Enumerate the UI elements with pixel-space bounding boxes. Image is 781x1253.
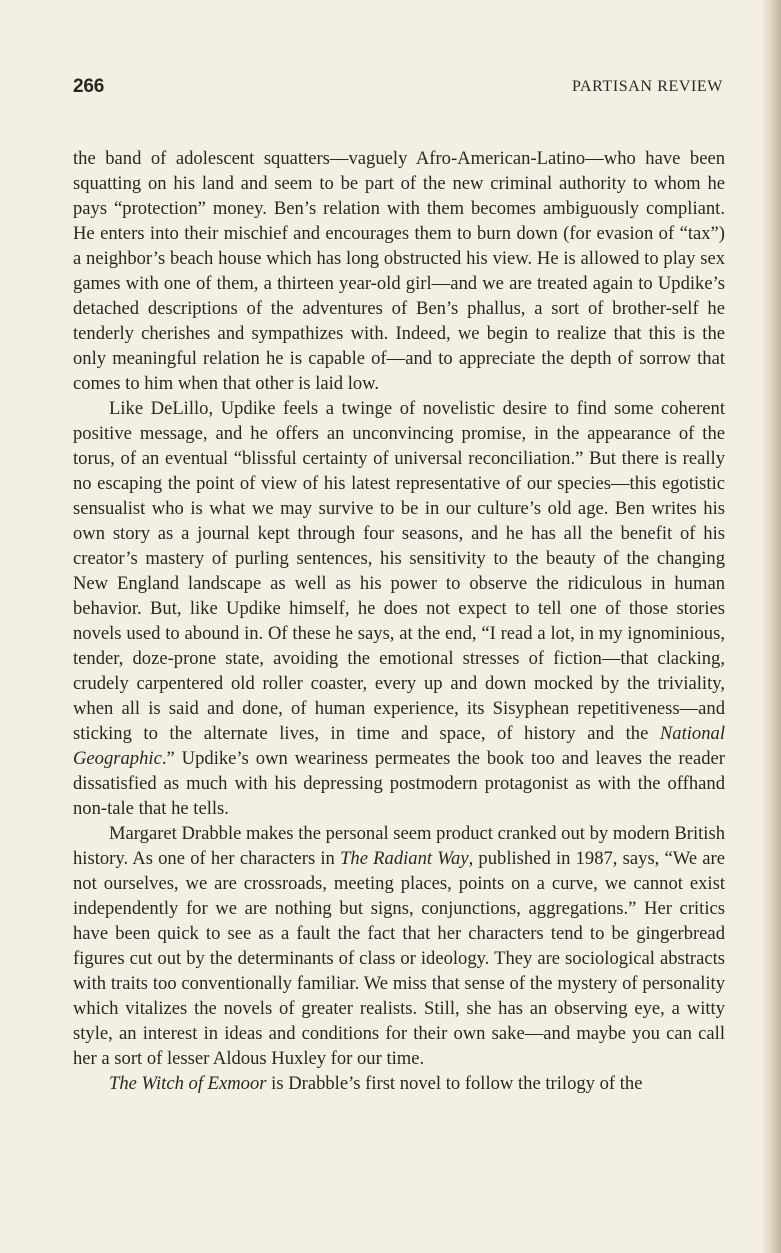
text-segment: is Drabble’s first novel to follow the trilogy of the [266,1073,643,1094]
book-spine-shadow [761,0,781,1253]
paragraph-2 [73,396,725,821]
text-segment: , published in 1987, says, “We are not ourselves, we are crossroads, meeting places, points on a curve, we cannot exist independently for we are nothing but signs, conjunctions, aggregations.” Her critics have been quick to see as a fault the fact that her characters tend to be gingerbread figures cut out by the determinants of class or ideology. They are sociological abstracts with traits too conventionally familiar. We miss that sense of the mystery of personality which vitalizes the novels of greater realists. Still, she has an observing eye, a witty style, an interest in ideas and conditions for their own sake—and maybe you can call her a sort of lesser Aldous Huxley for our time. [73,848,725,1069]
paragraph-3 [73,821,725,1071]
text-segment: Margaret Drabble makes the personal seem product cranked out by modern British history. As one of her characters in [73,823,725,869]
text-segment: the band of adolescent squatters—vaguely Afro-American-Latino—who have been squatting on his land and seem to be part of the new criminal authority to whom he pays “protection” money. Ben’s relation with them becomes ambiguously compliant. He enters into their mischief and encourages them to burn down (for evasion of “tax”) a neighbor’s beach house which has long obstructed his view. He is allowed to play sex games with one of them, a thirteen year-old girl—and we are treated again to Updike’s detached descriptions of the adventures of Ben’s phallus, a sort of brother-self he tenderly cherishes and sympathizes with. Indeed, we begin to realize that this is the only meaningful relation he is capable of—and to appreciate the depth of sorrow that comes to him when that other is laid low. [73,148,725,394]
italic-title: The Witch of Exmoor [109,1073,267,1094]
text-segment: .” Updike’s own weariness permeates the book too and leaves the reader dissatisfied as much with his depressing postmodern protagonist as with the offhand non-tale that he tells. [73,748,725,819]
paragraph-1 [73,146,725,396]
running-head: PARTISAN REVIEW [571,78,723,95]
italic-title: The Radiant Way [340,848,469,869]
paragraph-4 [73,1071,725,1096]
body-text [73,146,725,1096]
page-number: 266 [73,76,105,97]
italic-title: National Geographic [73,723,725,769]
text-segment: Like DeLillo, Updike feels a twinge of novelistic desire to find some coherent positive message, and he offers an unconvincing promise, in the appearance of the torus, of an eventual “blissful certainty of universal reconciliation.” But there is really no escaping the point of view of his latest representative of our species—this egotistic sensualist who is what we may survive to be in our culture’s old age. Ben writes his own story as a journal kept through four seasons, and he has all the benefit of his creator’s mastery of purling sentences, his sensitivity to the beauty of the changing New England landscape as well as his power to observe the ridiculous in human behavior. But, like Updike himself, he does not expect to tell one of those stories novels used to abound in. Of these he says, at the end, “I read a lot, in my ignominious, tender, doze-prone state, avoiding the emotional stresses of fiction—that clacking, crudely carpentered old roller coaster, every up and down mocked by the triviality, when all is said and done, of human experience, its Sisyphean repetitiveness—and sticking to the alternate lives, in time and space, of history and the [73,398,725,744]
